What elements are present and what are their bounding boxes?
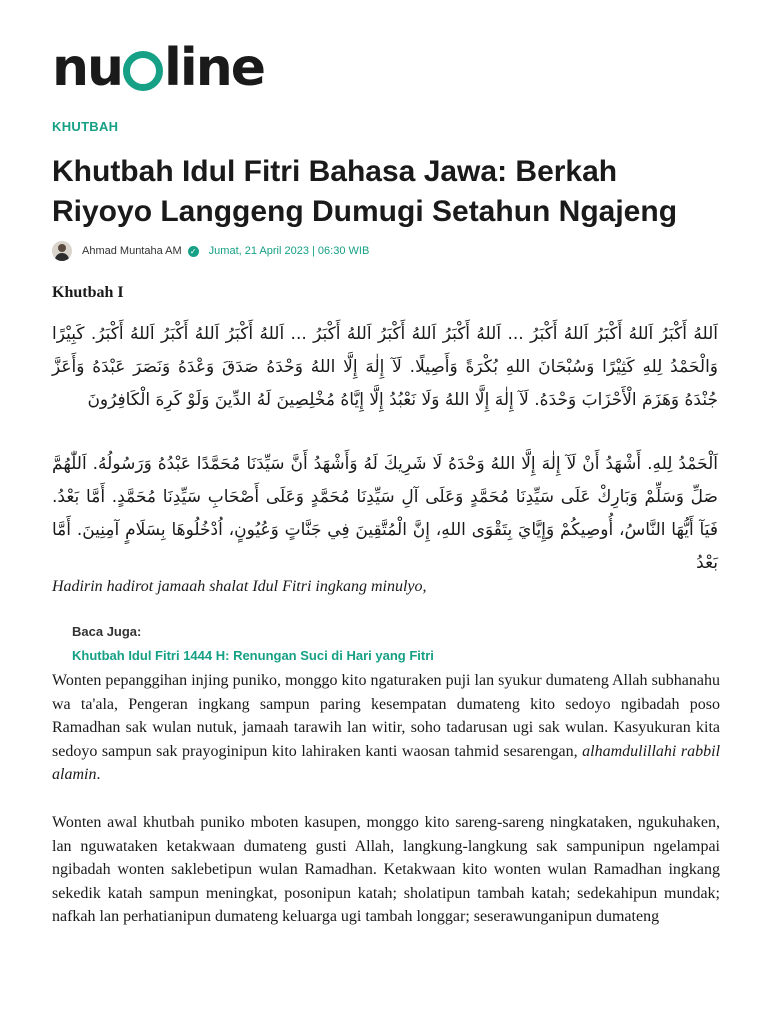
greeting-text: Hadirin hadirot jamaah shalat Idul Fitri ingkang minulyo, xyxy=(52,578,427,595)
baca-juga-label: Baca Juga: xyxy=(72,624,142,639)
logo-ring-icon xyxy=(123,51,163,91)
verified-icon: ✓ xyxy=(188,246,199,257)
article-meta xyxy=(52,240,369,262)
logo-text-right: line xyxy=(164,38,264,98)
body-paragraph-1 xyxy=(52,669,720,787)
author-name[interactable]: Ahmad Muntaha AM xyxy=(82,245,182,257)
arabic-paragraph-1: اَللهُ أَكْبَرُ اَللهُ أَكْبَرُ اَللهُ أَكْبَرُ ... اَللهُ أَكْبَرُ اَللهُ أَكْبَرُ اَللهُ أَكْبَرُ ... اَللهُ أَكْبَرُ اَللهُ أَكْبَرُ اَللهُ أَكْبَرُ. كَبِيْرًا وَالْحَمْدُ لِلهِ كَثِيْرًا وَسُبْحَانَ اللهِ بُكْرَةً وَأَصِيلًا. لَآ إِلٰهَ إِلَّا اللهُ وَحْدَهُ صَدَقَ وَعْدَهُ وَنَصَرَ عَبْدَهُ وَأَعَزَّ جُنْدَهُ وَهَزَمَ الْأَحْزَابَ وَحْدَهُ. لَآ إِلٰهَ إِلَّا اللهُ وَلَا نَعْبُدُ إِلَّا إِيَّاهُ مُخْلِصِينَ لَهُ الدِّينَ وَلَوْ كَرِهَ الْكَافِرُونَ xyxy=(52,324,718,410)
body-paragraph-1-italic: alhamdulillahi rabbil alamin xyxy=(52,742,721,783)
article-title: Khutbah Idul Fitri Bahasa Jawa: Berkah Riyoyo Langgeng Dumugi Setahun Ngajeng xyxy=(52,155,678,228)
publish-date: Jumat, 21 April 2023 | 06:30 WIB xyxy=(208,245,370,257)
body-paragraph-1-end: . xyxy=(96,766,101,783)
nu-online-logo[interactable] xyxy=(52,40,322,96)
arabic-paragraph-2: اَلْحَمْدُ لِلهِ. أَشْهَدُ أَنْ لَآ إِلٰهَ إِلَّا اللهُ وَحْدَهُ لَا شَرِيكَ لَهُ وَأَشْهَدُ أَنَّ سَيِّدَنَا مُحَمَّدًا عَبْدُهُ وَرَسُولُهُ. اَللّٰهُمَّ صَلِّ وَسَلِّمْ وَبَارِكْ عَلَى سَيِّدِنَا مُحَمَّدٍ وَعَلَى آلِ سَيِّدِنَا مُحَمَّدٍ وَعَلَى أَصْحَابِ سَيِّدِنَا مُحَمَّدٍ. أَمَّا بَعْدُ. فَيَآ أَيُّهَا النَّاسُ، أُوصِيكُمْ وَإِيَّايَ بِتَقْوَى اللهِ، إِنَّ الْمُتَّقِينَ فِي جَنَّاتٍ وَعُيُونٍ، اُدْخُلُوهَا بِسَلَامٍ آمِنِينَ. أَمَّا بَعْدُ xyxy=(52,454,718,573)
body-paragraph-2: Wonten awal khutbah puniko mboten kasupen, monggo kito sareng-sareng ningkataken, ngukuhaken, lan nguwataken ketakwaan dumateng gusti Allah, langkung-langkung sak sampunipun ngelampai ngibadah wonten saklebetipun wulan Ramadhan. Ketakwaan kito wonten wulan Ramadhan ingkang sekedik katah sampun meningkat, posonipun katah; sholatipun tambah katah; sedekahipun mundak; nafkah lan perhatianipun dumateng keluarga ugi tambah longgar; seserawunganipun dumateng xyxy=(52,814,720,925)
logo-text-left: nu xyxy=(52,38,123,98)
category-link[interactable]: KHUTBAH xyxy=(52,119,119,134)
baca-juga-link[interactable]: Khutbah Idul Fitri 1444 H: Renungan Suci di Hari yang Fitri xyxy=(72,648,434,663)
body-paragraph-1-text: Wonten pepanggihan injing puniko, monggo kito ngaturaken puji lan syukur dumateng Allah subhanahu wa ta'ala, Pengeran ingkang sampun paring kesempatan dumateng kito sedoyo ngibadah poso Ramadhan sak wulan nutuk, jamaah tarawih lan witir, soho tadarusan ugi sak wulan. Kasyukuran kita sedoyo sampun sak prayoginipun kito lahiraken kanti waosan tahmid sesarengan, xyxy=(52,672,720,760)
author-avatar[interactable] xyxy=(52,241,72,261)
section-heading: Khutbah I xyxy=(52,284,124,301)
